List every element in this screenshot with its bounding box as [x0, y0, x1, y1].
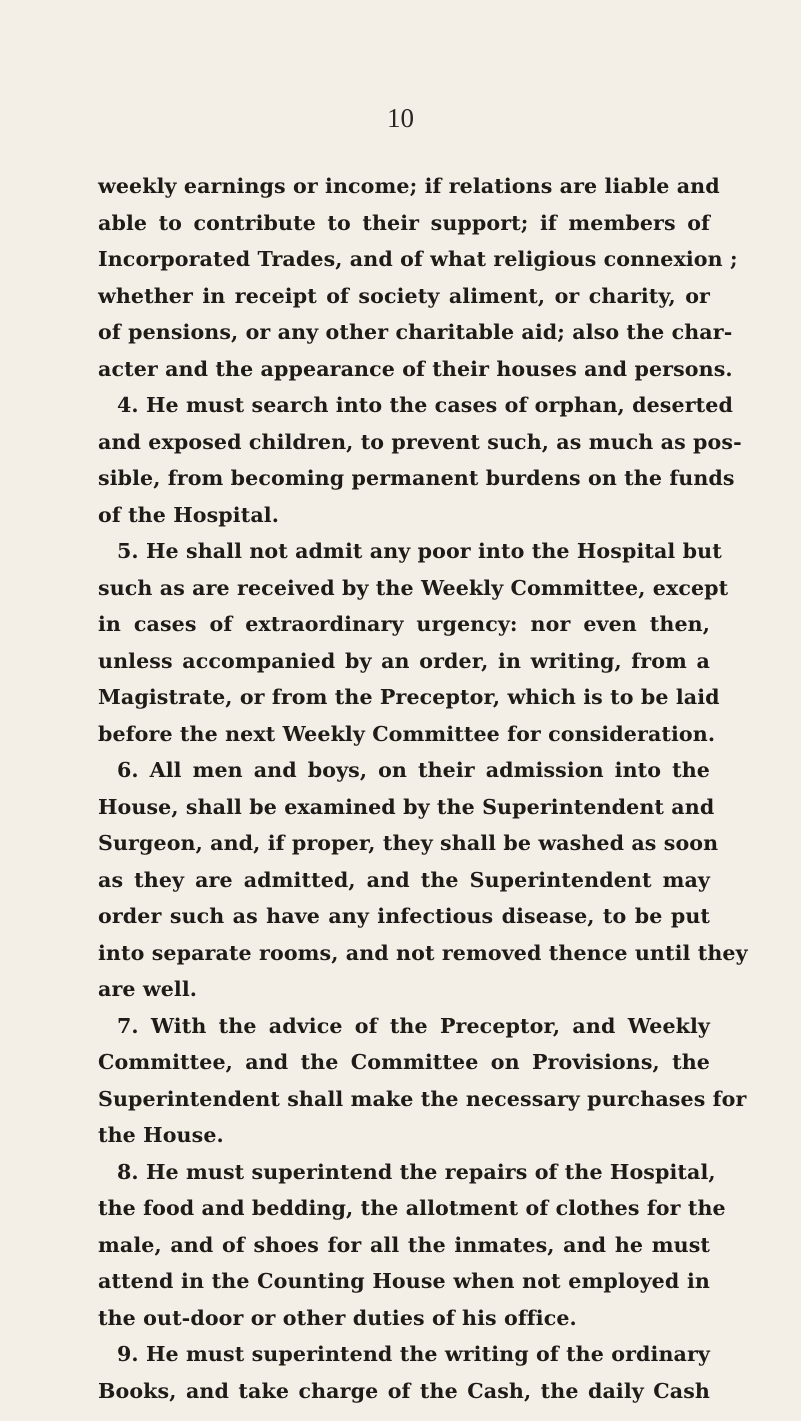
text-line: male, and of shoes for all the inmates, and he must [98, 1232, 710, 1257]
text-line: 5. He shall not admit any poor into the Hospital but [117, 539, 722, 563]
text-line: Surgeon, and, if proper, they shall be washed as soon [98, 831, 719, 855]
text-line: the food and bedding, the allotment of clothes for the [98, 1196, 726, 1220]
text-line: of pensions, or any other charitable aid; also the char- [98, 320, 733, 344]
text-line: House, shall be examined by the Superintendent and [98, 794, 715, 819]
text-line: of the Hospital. [98, 502, 279, 527]
text-line: before the next Weekly Committee for consideration. [98, 721, 716, 746]
text-line: whether in receipt of society aliment, or charity, or [98, 283, 710, 308]
text-line: 6. All men and boys, on their admission into the [117, 758, 710, 782]
text-line: sible, from becoming permanent burdens on the funds [98, 466, 735, 490]
text-line: unless accompanied by an order, in writing, from a [98, 648, 710, 673]
text-line: Committee, and the Committee on Provisions, the [98, 1050, 710, 1074]
text-line: attend in the Counting House when not employed in [98, 1269, 710, 1293]
text-line: as they are admitted, and the Superintendent may [98, 867, 710, 892]
text-line: 4. He must search into the cases of orphan, deserted [117, 393, 733, 417]
text-line: are well. [98, 977, 198, 1001]
text-line: the House. [98, 1123, 224, 1147]
text-line: the out-door or other duties of his office. [98, 1305, 577, 1330]
text-line: 8. He must superintend the repairs of the Hospital, [117, 1159, 716, 1184]
text-line: Incorporated Trades, and of what religious connexion ; [98, 247, 738, 271]
text-line: 7. With the advice of the Preceptor, and Weekly [117, 1013, 710, 1038]
text-line: Superintendent shall make the necessary purchases for [98, 1086, 747, 1111]
text-line: order such as have any infectious disease, to be put [98, 904, 710, 928]
text-line: in cases of extraordinary urgency: nor even then, [98, 612, 710, 636]
text-line: 9. He must superintend the writing of the ordinary [117, 1342, 710, 1366]
text-line: Books, and take charge of the Cash, the daily Cash [98, 1378, 710, 1403]
text-line: able to contribute to their support; if members of [98, 210, 710, 235]
body-text [98, 168, 748, 1409]
page-number: 10 [387, 103, 414, 133]
text-line: Magistrate, or from the Preceptor, which is to be laid [98, 685, 720, 709]
text-line: and exposed children, to prevent such, as much as pos- [98, 429, 742, 454]
text-line: into separate rooms, and not removed thence until they [98, 940, 748, 965]
text-line: weekly earnings or income; if relations are liable and [98, 174, 720, 198]
text-line: such as are received by the Weekly Committee, except [98, 575, 729, 600]
text-line: acter and the appearance of their houses and persons. [98, 356, 733, 381]
